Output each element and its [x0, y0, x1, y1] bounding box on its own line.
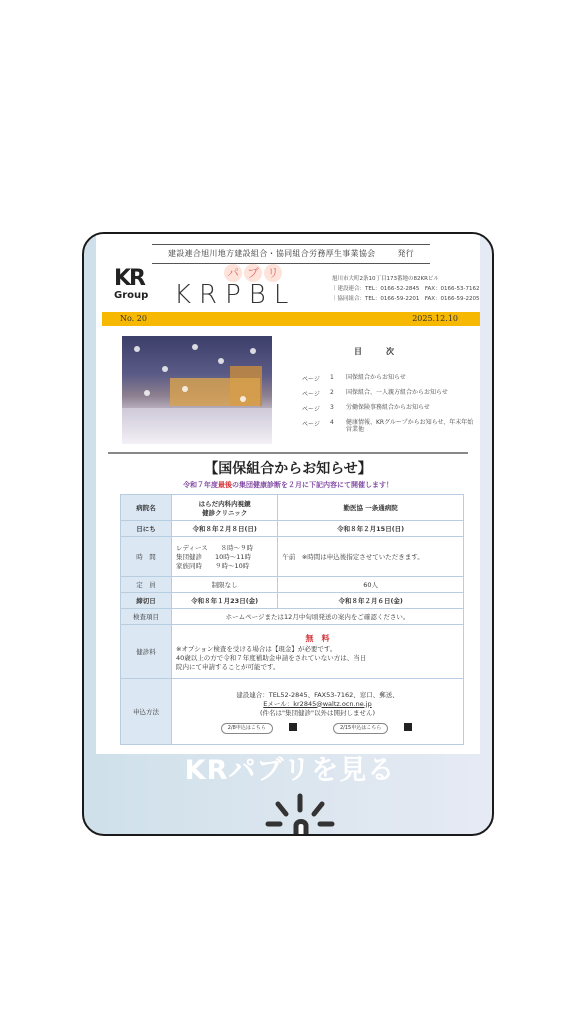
time-line: 集団健診 10時～11時	[176, 553, 252, 561]
table-row	[121, 495, 464, 521]
header-cell: 日にち	[121, 521, 172, 537]
snow-night-photo	[122, 336, 272, 444]
photo-snow-ground	[122, 408, 272, 444]
deadline-2: 令和８年２月６日(金)	[278, 593, 464, 609]
toc-item-text: 国保組合からお知らせ	[346, 374, 406, 381]
capacity-2: 60人	[278, 577, 464, 593]
toc-page-label: ページ	[302, 406, 320, 413]
date-1: 令和８年２月８日(日)	[172, 521, 278, 537]
snowflake	[182, 386, 188, 392]
issue-date: 2025.12.10	[412, 314, 458, 323]
contact-line-union: ｜建設連合：TEL：0166-52-2845 FAX：0166-53-7162	[332, 286, 480, 292]
snowflake	[134, 346, 140, 352]
address-block	[332, 274, 482, 304]
view-krpbl-button[interactable]: KRパブリを見る	[184, 755, 396, 786]
table-row	[121, 625, 464, 679]
toc-item-text: 国保組合、一人親方組合からお知らせ	[346, 389, 448, 396]
toc-page-label: ページ	[302, 376, 320, 383]
time-2: 午前 ※時間は申込後指定させていただきます。	[278, 537, 464, 577]
reading-char: ブ	[244, 264, 262, 282]
header-cell: 検査項目	[121, 609, 172, 625]
apply-cell	[172, 679, 464, 745]
subheading-emphasis: 最後	[218, 481, 232, 489]
fee-title: 無 料	[305, 633, 330, 643]
time-line: レディース ８時～９時	[176, 544, 254, 552]
header-cell: 申込方法	[121, 679, 172, 745]
toc-page-number: 4	[330, 419, 334, 426]
section-subheading	[96, 480, 480, 490]
logo-group-text: Group	[114, 290, 149, 301]
toc-item	[302, 374, 480, 389]
apply-line: 建設連合：TEL52-2845、FAX53-7162、窓口、郵送、	[236, 690, 399, 699]
reading-char: リ	[264, 264, 282, 282]
toc-page-number: 1	[330, 374, 334, 381]
reading-char: パ	[224, 264, 242, 282]
date-2: 令和８年２月15日(日)	[278, 521, 464, 537]
issue-number: No. 20	[120, 314, 147, 323]
table-row	[121, 593, 464, 609]
address-line: 旭川市大町2条10丁目173番地の82KRビル	[332, 276, 439, 282]
table-row	[121, 609, 464, 625]
snowflake	[144, 390, 150, 396]
hospital-1: はらだ内科内視鏡 健診クリニック	[172, 495, 278, 521]
fee-cell	[172, 625, 464, 679]
qr-code-icon[interactable]	[402, 721, 414, 733]
apply-feb15-button[interactable]: 2/15申込はこちら	[333, 723, 388, 734]
exam-items: ホームページまたは12月中旬頃発送の案内をご確認ください。	[172, 609, 464, 625]
table-row	[121, 577, 464, 593]
publisher-line	[152, 244, 430, 264]
masthead-title: KRPBL	[174, 280, 297, 310]
pointer-hand-icon	[256, 792, 366, 836]
snowflake	[240, 396, 246, 402]
subheading-text: の集団健康診断を２月に下記内容にて開催します！	[232, 481, 393, 489]
header-cell: 病院名	[121, 495, 172, 521]
table-row	[121, 537, 464, 577]
photo-building	[170, 378, 260, 406]
apply-note: (件名は"集団健診"以外は開封しません)	[259, 708, 376, 717]
kr-group-logo	[114, 268, 156, 306]
logo-mark: KR	[114, 266, 144, 291]
subheading-text: 令和７年度	[183, 481, 218, 489]
fee-note: ※オプション検査を受ける場合は【現金】が必要です。	[176, 644, 337, 653]
publisher-name: 建設連合旭川地方建設組合・協同組合労務厚生事業協会	[167, 249, 376, 258]
apply-feb8-button[interactable]: 2/8申込はこちら	[221, 723, 273, 734]
capacity-1: 制限なし	[172, 577, 278, 593]
toc-page-label: ページ	[302, 391, 320, 398]
issued-label: 発行	[397, 249, 415, 258]
publication-card[interactable]	[82, 232, 494, 836]
snowflake	[162, 366, 168, 372]
toc-title: 目 次	[354, 347, 402, 356]
contact-line-coop: ｜協同組合：TEL：0166-59-2201 FAX：0166-59-2205	[332, 296, 480, 302]
snowflake	[192, 344, 198, 350]
table-row	[121, 679, 464, 745]
header-cell: 定 員	[121, 577, 172, 593]
time-line: 家族同時 ９時～10時	[176, 562, 250, 570]
header-cell: 健診料	[121, 625, 172, 679]
snowflake	[218, 358, 224, 364]
time-1	[172, 537, 278, 577]
toc-page-number: 2	[330, 389, 334, 396]
toc-item	[302, 404, 480, 419]
qr-code-icon[interactable]	[287, 721, 299, 733]
header-cell: 締切日	[121, 593, 172, 609]
toc-page-label: ページ	[302, 421, 320, 428]
snowflake	[250, 348, 256, 354]
toc-page-number: 3	[330, 404, 334, 411]
header-cell: 時 間	[121, 537, 172, 577]
table-row	[121, 521, 464, 537]
toc-item	[302, 389, 480, 404]
fee-note: 40歳以上の方で令和７年度補助金申請をされていない方は、当日	[176, 653, 367, 662]
apply-email[interactable]: Eメール：kr2845@waltz.ocn.ne.jp	[263, 699, 372, 708]
issue-bar	[102, 312, 480, 326]
toc-item-text: 労働保険事務組合からお知らせ	[346, 404, 430, 411]
fee-note: 院内にて申請することが可能です。	[176, 662, 280, 671]
toc-item-text: 健康情報、KRグループからお知らせ、年末年始営業他	[346, 419, 474, 433]
section-divider	[108, 452, 468, 454]
table-of-contents	[302, 374, 480, 434]
checkup-table	[120, 494, 464, 745]
newsletter-page	[96, 234, 480, 754]
section-heading: 【国保組合からお知らせ】	[204, 461, 372, 477]
deadline-1: 令和８年１月23日(金)	[172, 593, 278, 609]
hospital-2: 勤医協 一条通病院	[278, 495, 464, 521]
toc-item	[302, 419, 480, 434]
